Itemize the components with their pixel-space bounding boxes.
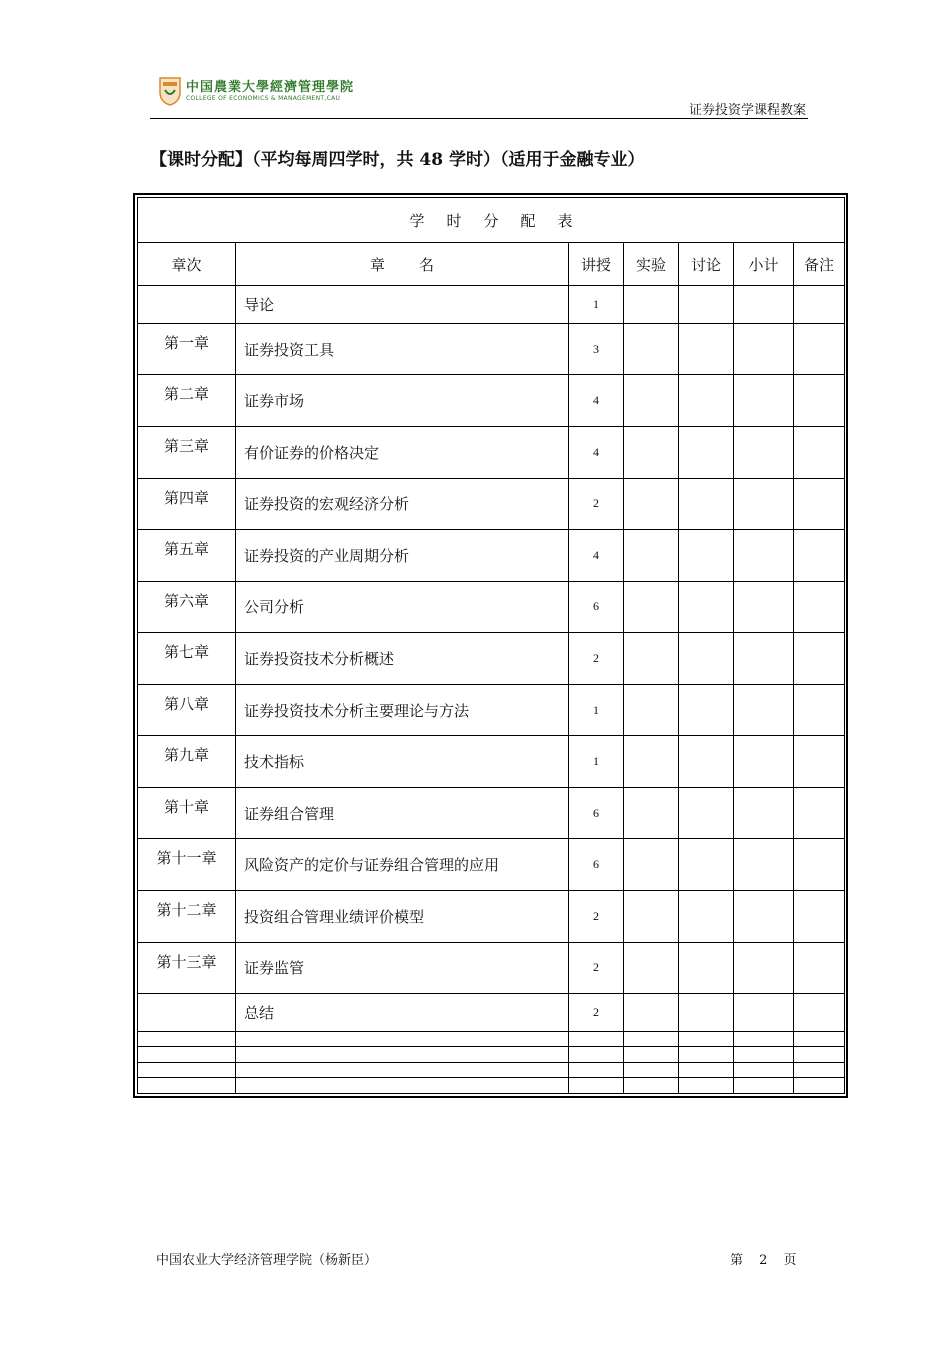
experiment-cell — [624, 478, 679, 530]
remarks-cell — [794, 684, 845, 736]
discussion-cell — [679, 1047, 734, 1062]
subtotal-cell — [734, 323, 794, 375]
chapter-name-cell: 证券市场 — [236, 375, 569, 427]
chapter-cell: 第二章 — [138, 375, 236, 427]
lecture-hours-cell: 1 — [569, 684, 624, 736]
discussion-cell — [679, 839, 734, 891]
lecture-hours-cell — [569, 1062, 624, 1077]
table-row — [138, 323, 845, 375]
lecture-hours-cell — [569, 1047, 624, 1062]
discussion-cell — [679, 1031, 734, 1046]
subtotal-cell — [734, 736, 794, 788]
table-row — [138, 1078, 845, 1094]
discussion-cell — [679, 787, 734, 839]
remarks-cell — [794, 1047, 845, 1062]
chapter-cell: 第十一章 — [138, 839, 236, 891]
discussion-cell — [679, 684, 734, 736]
lecture-hours-cell: 1 — [569, 286, 624, 324]
table-row — [138, 426, 845, 478]
lecture-hours-cell: 2 — [569, 633, 624, 685]
remarks-cell — [794, 891, 845, 943]
discussion-cell — [679, 530, 734, 582]
lecture-hours-cell: 2 — [569, 994, 624, 1032]
table-header-row — [138, 243, 845, 286]
remarks-cell — [794, 942, 845, 994]
chapter-name-cell: 证券投资的产业周期分析 — [236, 530, 569, 582]
experiment-cell — [624, 323, 679, 375]
lecture-hours-cell: 4 — [569, 530, 624, 582]
subtotal-cell — [734, 286, 794, 324]
subtotal-cell — [734, 839, 794, 891]
chapter-cell: 第四章 — [138, 478, 236, 530]
lecture-hours-cell — [569, 1078, 624, 1094]
chapter-name-cell: 公司分析 — [236, 581, 569, 633]
discussion-cell — [679, 994, 734, 1032]
chapter-name-cell — [236, 1062, 569, 1077]
chapter-cell — [138, 1078, 236, 1094]
chapter-cell — [138, 1031, 236, 1046]
chapter-name-cell: 证券投资技术分析概述 — [236, 633, 569, 685]
experiment-cell — [624, 684, 679, 736]
subtotal-cell — [734, 581, 794, 633]
header-subtotal: 小计 — [734, 243, 794, 286]
lecture-hours-cell — [569, 1031, 624, 1046]
chapter-name-cell: 证券投资工具 — [236, 323, 569, 375]
table-row — [138, 530, 845, 582]
chapter-name-cell — [236, 1047, 569, 1062]
college-logo — [158, 76, 355, 112]
experiment-cell — [624, 1078, 679, 1094]
discussion-cell — [679, 426, 734, 478]
remarks-cell — [794, 478, 845, 530]
subtotal-cell — [734, 891, 794, 943]
chapter-name-cell: 证券监管 — [236, 942, 569, 994]
experiment-cell — [624, 581, 679, 633]
table-row — [138, 633, 845, 685]
lecture-hours-cell: 2 — [569, 478, 624, 530]
experiment-cell — [624, 994, 679, 1032]
remarks-cell — [794, 994, 845, 1032]
experiment-cell — [624, 942, 679, 994]
table-row — [138, 891, 845, 943]
remarks-cell — [794, 1031, 845, 1046]
chapter-name-cell: 证券组合管理 — [236, 787, 569, 839]
chapter-cell — [138, 1047, 236, 1062]
remarks-cell — [794, 323, 845, 375]
header-discussion: 讨论 — [679, 243, 734, 286]
experiment-cell — [624, 426, 679, 478]
subtotal-cell — [734, 787, 794, 839]
lecture-hours-cell: 6 — [569, 787, 624, 839]
discussion-cell — [679, 942, 734, 994]
course-title: 证券投资学课程教案 — [688, 103, 806, 118]
chapter-cell: 第七章 — [138, 633, 236, 685]
allocation-table-frame — [133, 193, 848, 1098]
lecture-hours-cell: 2 — [569, 942, 624, 994]
table-row — [138, 478, 845, 530]
table-row — [138, 942, 845, 994]
chapter-name-cell: 总结 — [236, 994, 569, 1032]
experiment-cell — [624, 839, 679, 891]
experiment-cell — [624, 1047, 679, 1062]
discussion-cell — [679, 581, 734, 633]
remarks-cell — [794, 839, 845, 891]
chapter-name-cell: 风险资产的定价与证券组合管理的应用 — [236, 839, 569, 891]
discussion-cell — [679, 1078, 734, 1094]
table-row — [138, 375, 845, 427]
allocation-table — [137, 197, 845, 1094]
chapter-cell: 第三章 — [138, 426, 236, 478]
chapter-cell: 第八章 — [138, 684, 236, 736]
table-row — [138, 1062, 845, 1077]
chapter-cell: 第九章 — [138, 736, 236, 788]
chapter-name-cell: 证券投资技术分析主要理论与方法 — [236, 684, 569, 736]
header-lecture: 讲授 — [569, 243, 624, 286]
table-row — [138, 736, 845, 788]
table-row — [138, 839, 845, 891]
experiment-cell — [624, 1062, 679, 1077]
footer-page-number: 第 2 页 — [730, 1253, 797, 1268]
subtotal-cell — [734, 530, 794, 582]
discussion-cell — [679, 478, 734, 530]
chapter-cell — [138, 286, 236, 324]
subtotal-cell — [734, 1062, 794, 1077]
chapter-name-cell: 有价证券的价格决定 — [236, 426, 569, 478]
experiment-cell — [624, 1031, 679, 1046]
logo-english-name: COLLEGE OF ECONOMICS & MANAGEMENT,CAU — [186, 95, 341, 102]
lecture-hours-cell: 6 — [569, 839, 624, 891]
remarks-cell — [794, 375, 845, 427]
remarks-cell — [794, 1078, 845, 1094]
chapter-cell: 第十二章 — [138, 891, 236, 943]
lecture-hours-cell: 3 — [569, 323, 624, 375]
chapter-cell: 第十三章 — [138, 942, 236, 994]
subtotal-cell — [734, 1047, 794, 1062]
experiment-cell — [624, 375, 679, 427]
discussion-cell — [679, 286, 734, 324]
experiment-cell — [624, 530, 679, 582]
remarks-cell — [794, 787, 845, 839]
table-row — [138, 994, 845, 1032]
chapter-cell: 第十章 — [138, 787, 236, 839]
subtotal-cell — [734, 478, 794, 530]
table-row — [138, 684, 845, 736]
section-title: 【课时分配】（平均每周四学时，共 48 学时）（适用于金融专业） — [150, 150, 645, 170]
chapter-name-cell: 证券投资的宏观经济分析 — [236, 478, 569, 530]
table-row — [138, 581, 845, 633]
header-experiment: 实验 — [624, 243, 679, 286]
discussion-cell — [679, 375, 734, 427]
subtotal-cell — [734, 942, 794, 994]
experiment-cell — [624, 736, 679, 788]
discussion-cell — [679, 323, 734, 375]
header-chapter: 章次 — [138, 243, 236, 286]
chapter-cell: 第六章 — [138, 581, 236, 633]
remarks-cell — [794, 426, 845, 478]
experiment-cell — [624, 633, 679, 685]
remarks-cell — [794, 1062, 845, 1077]
table-row — [138, 1047, 845, 1062]
header-chapter-name: 章名 — [236, 243, 569, 286]
lecture-hours-cell: 2 — [569, 891, 624, 943]
chapter-name-cell: 导论 — [236, 286, 569, 324]
footer-author: 中国农业大学经济管理学院（杨新臣） — [156, 1253, 378, 1268]
experiment-cell — [624, 891, 679, 943]
header-divider — [150, 118, 808, 119]
lecture-hours-cell: 6 — [569, 581, 624, 633]
chapter-cell: 第五章 — [138, 530, 236, 582]
chapter-cell — [138, 1062, 236, 1077]
remarks-cell — [794, 581, 845, 633]
table-row — [138, 286, 845, 324]
subtotal-cell — [734, 684, 794, 736]
discussion-cell — [679, 891, 734, 943]
lecture-hours-cell: 1 — [569, 736, 624, 788]
lecture-hours-cell: 4 — [569, 375, 624, 427]
discussion-cell — [679, 1062, 734, 1077]
subtotal-cell — [734, 426, 794, 478]
subtotal-cell — [734, 633, 794, 685]
discussion-cell — [679, 736, 734, 788]
chapter-name-cell: 技术指标 — [236, 736, 569, 788]
table-title: 学时分配表 — [138, 198, 845, 243]
college-seal-icon — [158, 76, 182, 106]
header-remarks: 备注 — [794, 243, 845, 286]
remarks-cell — [794, 530, 845, 582]
chapter-cell: 第一章 — [138, 323, 236, 375]
chapter-name-cell — [236, 1031, 569, 1046]
experiment-cell — [624, 286, 679, 324]
chapter-name-cell — [236, 1078, 569, 1094]
remarks-cell — [794, 633, 845, 685]
discussion-cell — [679, 633, 734, 685]
subtotal-cell — [734, 1078, 794, 1094]
subtotal-cell — [734, 375, 794, 427]
experiment-cell — [624, 787, 679, 839]
remarks-cell — [794, 286, 845, 324]
subtotal-cell — [734, 1031, 794, 1046]
table-row — [138, 1031, 845, 1046]
remarks-cell — [794, 736, 845, 788]
table-row — [138, 787, 845, 839]
chapter-cell — [138, 994, 236, 1032]
lecture-hours-cell: 4 — [569, 426, 624, 478]
logo-chinese-name: 中国農業大學經濟管理學院 — [186, 80, 355, 95]
chapter-name-cell: 投资组合管理业绩评价模型 — [236, 891, 569, 943]
subtotal-cell — [734, 994, 794, 1032]
